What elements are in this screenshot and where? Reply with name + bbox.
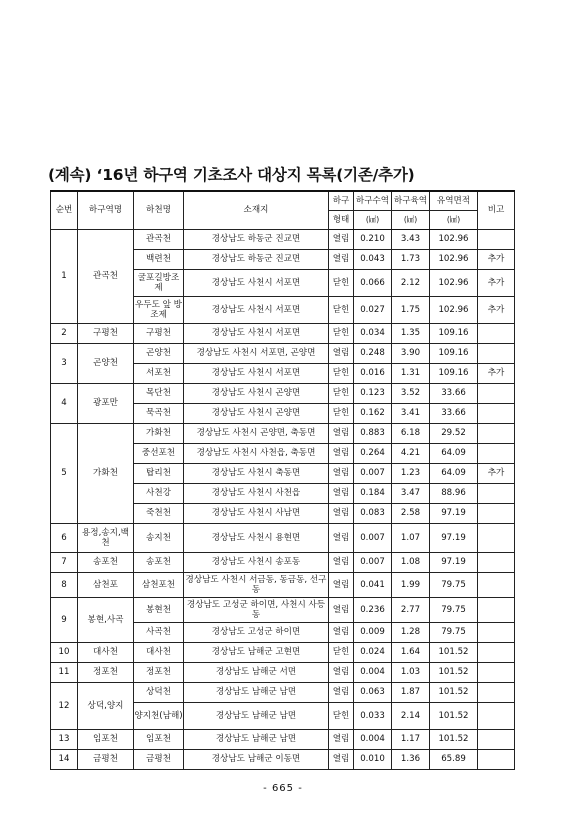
cell-river: 곤양천: [134, 343, 184, 363]
cell-land: 1.73: [392, 249, 430, 269]
cell-estuary: 관곡천: [78, 229, 134, 323]
cell-remark: [478, 702, 515, 729]
cell-no: 7: [51, 552, 78, 572]
page-title: (계속) ‘16년 하구역 기초조사 대상지 목록(기존/추가): [48, 166, 415, 184]
cell-land: 2.77: [392, 597, 430, 622]
cell-estuary: 상덕,양지: [78, 682, 134, 729]
cell-type: 닫힌: [329, 296, 354, 323]
header-land-unit: (㎢): [392, 210, 430, 229]
cell-water: 0.063: [354, 682, 392, 702]
cell-water: 0.016: [354, 363, 392, 383]
cell-no: 2: [51, 323, 78, 343]
cell-water: 0.066: [354, 269, 392, 296]
cell-land: 1.87: [392, 682, 430, 702]
cell-type: 열림: [329, 597, 354, 622]
cell-location: 경상남도 사천시 송포동: [184, 552, 329, 572]
cell-location: 경상남도 하동군 진교면: [184, 249, 329, 269]
cell-remark: [478, 343, 515, 363]
estuary-table-container: [50, 190, 514, 770]
cell-land: 1.75: [392, 296, 430, 323]
cell-no: 14: [51, 749, 78, 769]
cell-estuary: 임포천: [78, 729, 134, 749]
table-row: [51, 682, 515, 702]
table-row: [51, 423, 515, 443]
header-type-line1: 하구: [329, 191, 354, 210]
cell-basin: 64.09: [430, 463, 478, 483]
cell-basin: 101.52: [430, 682, 478, 702]
header-no: 순번: [51, 191, 78, 229]
cell-water: 0.184: [354, 483, 392, 503]
cell-location: 경상남도 사천시 서포면, 곤양면: [184, 343, 329, 363]
cell-location: 경상남도 사천시 사남면: [184, 503, 329, 523]
cell-type: 열림: [329, 423, 354, 443]
cell-no: 13: [51, 729, 78, 749]
cell-estuary: 용정,송지,백천: [78, 523, 134, 552]
cell-water: 0.236: [354, 597, 392, 622]
cell-basin: 79.75: [430, 572, 478, 597]
cell-water: 0.041: [354, 572, 392, 597]
cell-type: 닫힌: [329, 323, 354, 343]
cell-type: 열림: [329, 463, 354, 483]
cell-river: 임포천: [134, 729, 184, 749]
cell-river: 묵곡천: [134, 403, 184, 423]
cell-location: 경상남도 남해군 남면: [184, 682, 329, 702]
cell-remark: [478, 323, 515, 343]
cell-river: 우두도 앞 방조제: [134, 296, 184, 323]
cell-river: 사천강: [134, 483, 184, 503]
cell-remark: [478, 483, 515, 503]
table-row: [51, 662, 515, 682]
cell-remark: [478, 662, 515, 682]
cell-basin: 109.16: [430, 363, 478, 383]
cell-remark: [478, 597, 515, 622]
cell-river: 백련천: [134, 249, 184, 269]
cell-land: 2.14: [392, 702, 430, 729]
cell-land: 3.43: [392, 229, 430, 249]
cell-water: 0.009: [354, 622, 392, 642]
cell-water: 0.083: [354, 503, 392, 523]
cell-no: 10: [51, 642, 78, 662]
cell-land: 2.12: [392, 269, 430, 296]
cell-basin: 88.96: [430, 483, 478, 503]
header-location: 소재지: [184, 191, 329, 229]
cell-river: 정포천: [134, 662, 184, 682]
header-estuary: 하구역명: [78, 191, 134, 229]
cell-land: 3.47: [392, 483, 430, 503]
cell-water: 0.123: [354, 383, 392, 403]
cell-type: 열림: [329, 503, 354, 523]
cell-river: 죽천천: [134, 503, 184, 523]
cell-land: 3.90: [392, 343, 430, 363]
table-body: [51, 229, 515, 769]
cell-basin: 64.09: [430, 443, 478, 463]
cell-type: 열림: [329, 249, 354, 269]
cell-location: 경상남도 남해군 서면: [184, 662, 329, 682]
cell-water: 0.034: [354, 323, 392, 343]
header-type-line2: 형태: [329, 210, 354, 229]
cell-water: 0.024: [354, 642, 392, 662]
cell-remark: [478, 443, 515, 463]
header-basin-unit: (㎢): [430, 210, 478, 229]
cell-river: 양지천(남해): [134, 702, 184, 729]
cell-estuary: 광포만: [78, 383, 134, 423]
cell-type: 열림: [329, 343, 354, 363]
cell-basin: 101.52: [430, 642, 478, 662]
cell-remark: 추가: [478, 269, 515, 296]
cell-land: 1.36: [392, 749, 430, 769]
cell-type: 열림: [329, 572, 354, 597]
cell-river: 관곡천: [134, 229, 184, 249]
header-land-area: 하구육역: [392, 191, 430, 210]
cell-basin: 102.96: [430, 249, 478, 269]
cell-land: 1.23: [392, 463, 430, 483]
cell-location: 경상남도 사천시 사천읍: [184, 483, 329, 503]
cell-river: 송지천: [134, 523, 184, 552]
page-number: - 665 -: [263, 783, 303, 794]
cell-basin: 102.96: [430, 296, 478, 323]
cell-water: 0.043: [354, 249, 392, 269]
cell-remark: [478, 403, 515, 423]
cell-basin: 109.16: [430, 343, 478, 363]
cell-basin: 97.19: [430, 503, 478, 523]
cell-remark: [478, 383, 515, 403]
cell-no: 12: [51, 682, 78, 729]
cell-river: 금평천: [134, 749, 184, 769]
cell-estuary: 금평천: [78, 749, 134, 769]
cell-river: 중선포천: [134, 443, 184, 463]
cell-type: 닫힌: [329, 642, 354, 662]
cell-basin: 101.52: [430, 729, 478, 749]
cell-no: 11: [51, 662, 78, 682]
cell-land: 3.52: [392, 383, 430, 403]
cell-location: 경상남도 사천시 서포면: [184, 296, 329, 323]
table-row: [51, 749, 515, 769]
cell-land: 4.21: [392, 443, 430, 463]
cell-type: 열림: [329, 682, 354, 702]
cell-basin: 65.89: [430, 749, 478, 769]
cell-water: 0.248: [354, 343, 392, 363]
table-row: [51, 729, 515, 749]
cell-basin: 33.66: [430, 403, 478, 423]
cell-remark: [478, 642, 515, 662]
cell-remark: 추가: [478, 296, 515, 323]
cell-location: 경상남도 하동군 진교면: [184, 229, 329, 249]
cell-remark: 추가: [478, 249, 515, 269]
cell-river: 목단천: [134, 383, 184, 403]
cell-location: 경상남도 남해군 남면: [184, 729, 329, 749]
cell-estuary: 곤양천: [78, 343, 134, 383]
cell-water: 0.210: [354, 229, 392, 249]
cell-type: 열림: [329, 749, 354, 769]
cell-land: 1.08: [392, 552, 430, 572]
cell-location: 경상남도 사천시 서포면: [184, 269, 329, 296]
cell-basin: 79.75: [430, 622, 478, 642]
cell-remark: 추가: [478, 363, 515, 383]
cell-no: 5: [51, 423, 78, 523]
cell-river: 서포천: [134, 363, 184, 383]
cell-water: 0.004: [354, 662, 392, 682]
cell-land: 1.35: [392, 323, 430, 343]
cell-river: 탑리천: [134, 463, 184, 483]
cell-type: 열림: [329, 662, 354, 682]
cell-river: 송포천: [134, 552, 184, 572]
table-row: [51, 383, 515, 403]
cell-remark: 추가: [478, 463, 515, 483]
cell-estuary: 가화천: [78, 423, 134, 523]
cell-location: 경상남도 사천시 곤양면, 축동면: [184, 423, 329, 443]
cell-river: 삼천포천: [134, 572, 184, 597]
cell-estuary: 송포천: [78, 552, 134, 572]
cell-remark: [478, 622, 515, 642]
table-row: [51, 597, 515, 622]
cell-water: 0.027: [354, 296, 392, 323]
cell-river: 대사천: [134, 642, 184, 662]
cell-remark: [478, 523, 515, 552]
cell-basin: 101.52: [430, 702, 478, 729]
cell-water: 0.883: [354, 423, 392, 443]
cell-river: 가화천: [134, 423, 184, 443]
cell-location: 경상남도 사천시 사천읍, 축동면: [184, 443, 329, 463]
cell-location: 경상남도 사천시 축동면: [184, 463, 329, 483]
cell-type: 열림: [329, 483, 354, 503]
header-basin-area: 유역면적: [430, 191, 478, 210]
cell-land: 1.99: [392, 572, 430, 597]
cell-water: 0.162: [354, 403, 392, 423]
cell-basin: 109.16: [430, 323, 478, 343]
cell-water: 0.010: [354, 749, 392, 769]
cell-basin: 33.66: [430, 383, 478, 403]
header-river: 하천명: [134, 191, 184, 229]
cell-location: 경상남도 고성군 하이면, 사천시 사등동: [184, 597, 329, 622]
cell-no: 9: [51, 597, 78, 642]
cell-land: 1.28: [392, 622, 430, 642]
cell-basin: 101.52: [430, 662, 478, 682]
cell-type: 닫힌: [329, 269, 354, 296]
table-row: [51, 229, 515, 249]
cell-remark: [478, 229, 515, 249]
cell-water: 0.033: [354, 702, 392, 729]
cell-type: 열림: [329, 523, 354, 552]
cell-remark: [478, 729, 515, 749]
table-row: [51, 572, 515, 597]
cell-remark: [478, 503, 515, 523]
cell-location: 경상남도 남해군 고현면: [184, 642, 329, 662]
cell-river: 구평천: [134, 323, 184, 343]
cell-basin: 97.19: [430, 552, 478, 572]
cell-type: 닫힌: [329, 363, 354, 383]
table-row: [51, 323, 515, 343]
table-row: [51, 552, 515, 572]
cell-river: 사곡천: [134, 622, 184, 642]
cell-river: 굴포길방조제: [134, 269, 184, 296]
cell-no: 1: [51, 229, 78, 323]
cell-estuary: 삼천포: [78, 572, 134, 597]
cell-type: 열림: [329, 229, 354, 249]
estuary-table: [50, 190, 515, 770]
cell-land: 1.07: [392, 523, 430, 552]
cell-water: 0.264: [354, 443, 392, 463]
cell-location: 경상남도 사천시 서포면: [184, 323, 329, 343]
cell-land: 3.41: [392, 403, 430, 423]
cell-land: 1.64: [392, 642, 430, 662]
cell-location: 경상남도 사천시 서금동, 동금동, 선구동: [184, 572, 329, 597]
header-water-area: 하구수역: [354, 191, 392, 210]
cell-basin: 102.96: [430, 269, 478, 296]
cell-location: 경상남도 남해군 이동면: [184, 749, 329, 769]
header-water-unit: (㎢): [354, 210, 392, 229]
table-row: [51, 523, 515, 552]
cell-type: 열림: [329, 552, 354, 572]
cell-type: 닫힌: [329, 403, 354, 423]
table-row: [51, 642, 515, 662]
cell-location: 경상남도 사천시 곤양면: [184, 383, 329, 403]
cell-remark: [478, 682, 515, 702]
cell-remark: [478, 423, 515, 443]
cell-location: 경상남도 고성군 하이면: [184, 622, 329, 642]
cell-no: 8: [51, 572, 78, 597]
cell-land: 1.31: [392, 363, 430, 383]
cell-basin: 102.96: [430, 229, 478, 249]
table-row: [51, 343, 515, 363]
cell-type: 닫힌: [329, 702, 354, 729]
cell-estuary: 구평천: [78, 323, 134, 343]
cell-location: 경상남도 사천시 곤양면: [184, 403, 329, 423]
cell-water: 0.004: [354, 729, 392, 749]
cell-remark: [478, 552, 515, 572]
cell-river: 상덕천: [134, 682, 184, 702]
cell-water: 0.007: [354, 552, 392, 572]
cell-estuary: 정포천: [78, 662, 134, 682]
cell-basin: 97.19: [430, 523, 478, 552]
cell-land: 2.58: [392, 503, 430, 523]
cell-type: 열림: [329, 622, 354, 642]
header-remarks: 비고: [478, 191, 515, 229]
cell-water: 0.007: [354, 463, 392, 483]
cell-location: 경상남도 남해군 남면: [184, 702, 329, 729]
cell-location: 경상남도 사천시 서포면: [184, 363, 329, 383]
cell-remark: [478, 749, 515, 769]
cell-land: 1.17: [392, 729, 430, 749]
cell-no: 6: [51, 523, 78, 552]
cell-no: 3: [51, 343, 78, 383]
cell-estuary: 대사천: [78, 642, 134, 662]
cell-no: 4: [51, 383, 78, 423]
cell-basin: 29.52: [430, 423, 478, 443]
cell-type: 열림: [329, 729, 354, 749]
cell-type: 닫힌: [329, 383, 354, 403]
cell-land: 1.03: [392, 662, 430, 682]
cell-basin: 79.75: [430, 597, 478, 622]
cell-water: 0.007: [354, 523, 392, 552]
cell-remark: [478, 572, 515, 597]
cell-location: 경상남도 사천시 용현면: [184, 523, 329, 552]
cell-land: 6.18: [392, 423, 430, 443]
cell-river: 봉현천: [134, 597, 184, 622]
table-header: [51, 191, 515, 229]
cell-type: 열림: [329, 443, 354, 463]
cell-estuary: 봉현,사곡: [78, 597, 134, 642]
